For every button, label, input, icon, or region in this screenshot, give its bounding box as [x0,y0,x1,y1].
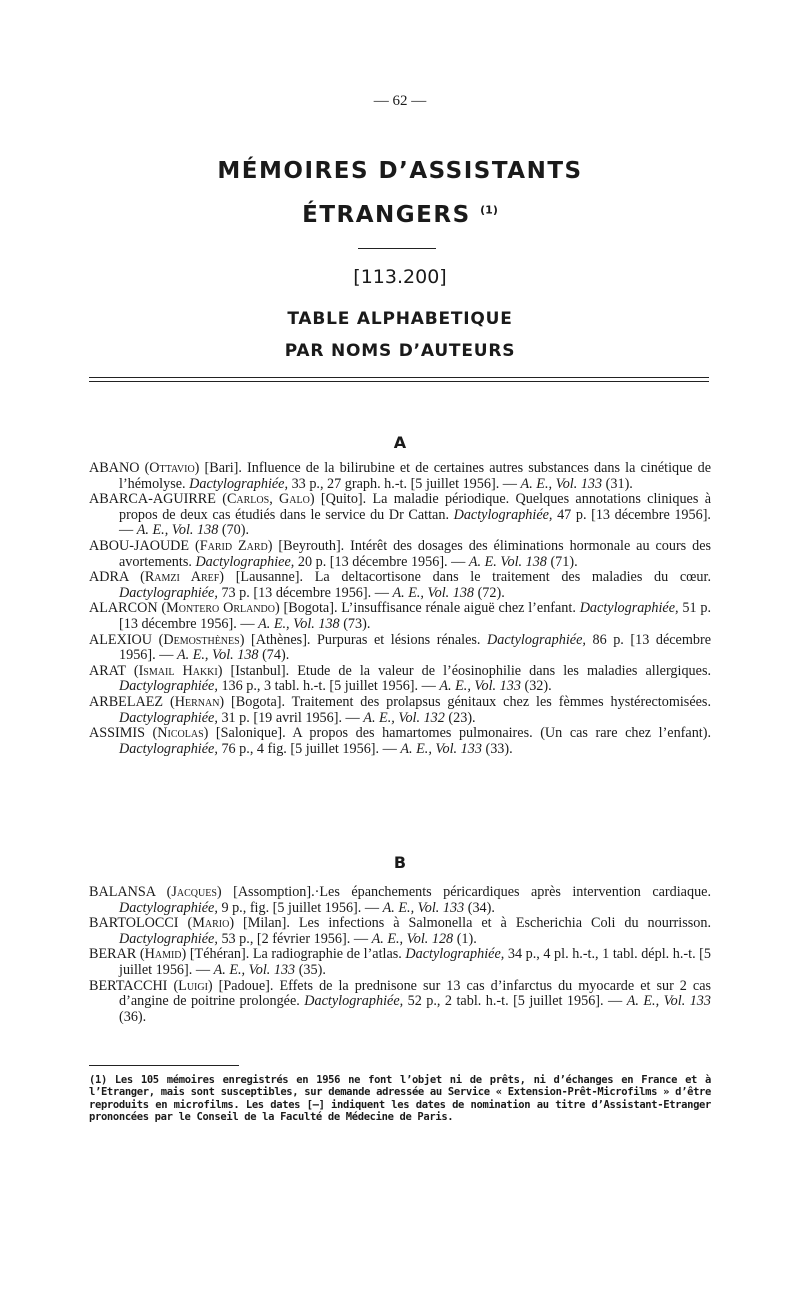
subtitle-line-2: PAR NOMS D’AUTEURS [284,341,516,361]
author-given-names: (Jacques) [166,884,222,900]
entry-volume: A. E., Vol. 138 [176,647,259,664]
author-surname: BERTACCHI [89,977,168,994]
entry-details: 34 p., 4 pl. h.-t., 1 tabl. dépl. h.-t. [5 juillet 1956]. — [119,946,711,978]
entry-format: Dactylographiée, [453,506,553,523]
entry-format: Dactylographiée, [119,930,218,947]
entry-title: [Beyrouth]. Intérêt des dosages des éliminations hormonale au cours des avortements. [119,537,712,570]
page-title-line-2 [0,202,800,228]
entry-number: (74). [258,647,290,664]
bibliography-entry [89,492,711,539]
entry-volume: A. E., Vol. 133 [439,678,521,695]
entry-volume: A. E., Vol. 128 [371,930,454,947]
entry-number: (73). [339,615,371,632]
section-divider [89,377,709,382]
entry-title: [Padoue]. Effets de la prednisone sur 13 cas d’infarctus du myocarde et sur 2 cas d’angine de poitrine prolongée. [119,977,712,1010]
author-surname: BARTOLOCCI [89,915,179,932]
entry-number: (35). [295,961,326,978]
bibliography-entry [89,885,711,916]
author-surname: ALEXIOU [89,631,153,648]
entry-volume: A. E., Vol. 138 [258,615,340,632]
entry-details: 9 p., fig. [5 juillet 1956]. — [217,899,383,916]
author-surname: ABANO [89,460,140,476]
entry-format: Dactylographiée, [487,631,586,648]
entries-section-a [89,461,711,757]
entry-format: Dactylographiée, [579,600,679,617]
entry-title: [Athènes]. Purpuras et lésions rénales. [244,631,488,648]
entry-format: Dactylographiée, [119,584,218,601]
entry-volume: A. E., Vol. 132 [363,709,445,726]
entry-details: 33 p., 27 graph. h.-t. [5 juillet 1956]. — [288,475,521,492]
bibliography-entry [89,947,711,978]
author-given-names: (Hernan) [170,693,225,710]
author-surname: ALARCON [89,600,158,617]
author-surname: BERAR [89,946,137,963]
page-number: — 62 — [373,93,427,109]
footnote: (1) Les 105 mémoires enregistrés en 1956 ne font l’objet ni de prêts, ni d’échanges en France et à l’Etranger, mais sont susceptibles, sur demande adressée au Service « Extension-Prêt-Microfilms » d’être reproduits en microfilms. Les dates [—] indiquent les dates de nomination au titre d’Assistant-Etranger prononcées par le Conseil de la Faculté de Médecine de Paris. [89,1074,711,1124]
page-title-line-2-text: ÉTRANGERS [302,202,471,228]
author-given-names: (Hamid) [139,946,187,963]
entry-volume: A. E., Vol. 133 [382,899,465,916]
bibliography-entry [89,664,711,695]
entry-title: [Bogota]. L’insuffisance rénale aiguë chez l’enfant. [279,600,580,617]
entry-format: Dactylographiee, [195,553,295,570]
entry-title: [Bari]. Influence de la bilirubine et de certaines autres substances dans la cinétique de l’hémolyse. [119,460,712,492]
author-surname: ASSIMIS [89,725,145,742]
author-given-names: (Ramzi Aref) [140,569,225,586]
entry-format: Dactylographiée, [119,709,218,726]
bibliography-entry [89,726,711,757]
entry-format: Dactylographiée, [189,475,289,492]
bibliography-entry [89,570,711,601]
footnote-divider [89,1065,239,1066]
entry-number: (23). [444,709,476,726]
author-given-names: (Ottavio) [144,460,200,476]
footnote-reference: (1) [480,203,498,217]
bibliography-entry [89,461,711,492]
entry-number: (70). [218,522,250,539]
entry-number: (31). [602,475,633,492]
bibliography-entry [89,633,711,664]
entry-title: [Istanbul]. Etude de la valeur de l’éosinophilie dans les maladies allergiques. [222,662,712,679]
entry-title: [Milan]. Les infections à Salmonella et à Escherichia Coli du nourrisson. [234,915,712,932]
entry-title: [Assomption].·Les épanchements péricardiques après intervention cardiaque. [221,884,712,900]
author-given-names: (Carlos, Galo) [222,491,315,508]
entry-title: [Salonique]. A propos des hamartomes pulmonaires. (Un cas rare chez l’enfant). [208,725,712,742]
bibliography-entry [89,539,711,570]
entry-number: (1). [453,930,477,947]
entry-details: 73 p. [13 décembre 1956]. — [217,584,393,601]
entry-number: (34). [464,899,495,916]
entry-number: (32). [520,678,552,695]
author-surname: ARBELAEZ [89,693,164,710]
entry-details: 31 p. [19 avril 1956]. — [217,709,364,726]
entry-title: [Lausanne]. La deltacortisone dans le traitement des maladies du cœur. [224,569,711,586]
entry-details: 86 p. [13 décembre 1956]. — [119,631,712,664]
entry-volume: A. E., Vol. 133 [626,993,711,1010]
bibliography-entry [89,695,711,726]
entry-title: [Téhéran]. La radiographie de l’atlas. [186,946,406,963]
entry-details: 136 p., 3 tabl. h.-t. [5 juillet 1956]. — [217,678,440,695]
entry-number: (72). [474,584,505,601]
entry-volume: A. E., Vol. 138 [392,584,475,601]
entry-details: 51 p. [13 décembre 1956]. — [119,600,712,632]
entry-volume: A. E., Vol. 133 [520,475,603,492]
entry-format: Dactylographiée, [304,993,404,1010]
subtitle-line-1: TABLE ALPHABETIQUE [287,309,513,329]
section-letter-b: B [393,853,407,872]
entry-volume: A. E. Vol. 138 [468,553,547,570]
author-given-names: (Ismail Hakki) [133,662,223,679]
page-title-line-1: MÉMOIRES D’ASSISTANTS [217,158,583,184]
entry-details: 53 p., [2 février 1956]. — [217,930,372,947]
author-surname: BALANSA [89,884,156,900]
author-given-names: (Demosthènes) [158,631,245,648]
entry-details: 47 p. [13 décembre 1956]. — [119,506,711,539]
entry-title: [Quito]. La maladie périodique. Quelques annotations cliniques à propos de deux cas étudiés dans le service du Dr Cattan. [119,491,711,523]
entry-number: (36). [119,1008,147,1025]
entry-volume: A. E., Vol. 133 [213,961,296,978]
entry-details: 20 p. [13 décembre 1956]. — [294,553,469,570]
entry-format: Dactylographiée, [405,946,505,963]
bibliography-entry [89,979,711,1026]
entry-number: (71). [546,553,578,570]
author-given-names: (Montero Orlando) [161,600,280,617]
author-given-names: (Nicolas) [152,725,209,742]
entry-title: [Bogota]. Traitement des prolapsus génitaux chez les fèmmes hystérectomisées. [224,693,711,710]
author-surname: ADRA [89,569,129,586]
author-given-names: (Farid Zard) [195,537,273,554]
entry-details: 52 p., 2 tabl. h.-t. [5 juillet 1956]. — [403,993,627,1010]
bibliography-entry [89,601,711,632]
bibliography-entry [89,916,711,947]
entries-section-b [89,885,711,1025]
entry-volume: A. E., Vol. 138 [136,522,219,539]
entry-format: Dactylographiée, [119,899,218,916]
author-given-names: (Mario) [187,915,235,932]
entry-number: (33). [481,740,513,757]
classification-number: [113.200] [353,266,447,288]
entry-format: Dactylographiée, [119,678,218,695]
author-surname: ABOU-JAOUDE [89,537,190,554]
entry-volume: A. E., Vol. 133 [400,740,482,757]
title-divider [358,248,436,249]
author-surname: ARAT [89,662,126,679]
entry-format: Dactylographiée, [119,740,218,757]
entry-details: 76 p., 4 fig. [5 juillet 1956]. — [217,740,401,757]
section-letter-a: A [393,433,407,452]
author-given-names: (Luigi) [173,977,213,994]
author-surname: ABARCA-AGUIRRE [89,491,216,508]
